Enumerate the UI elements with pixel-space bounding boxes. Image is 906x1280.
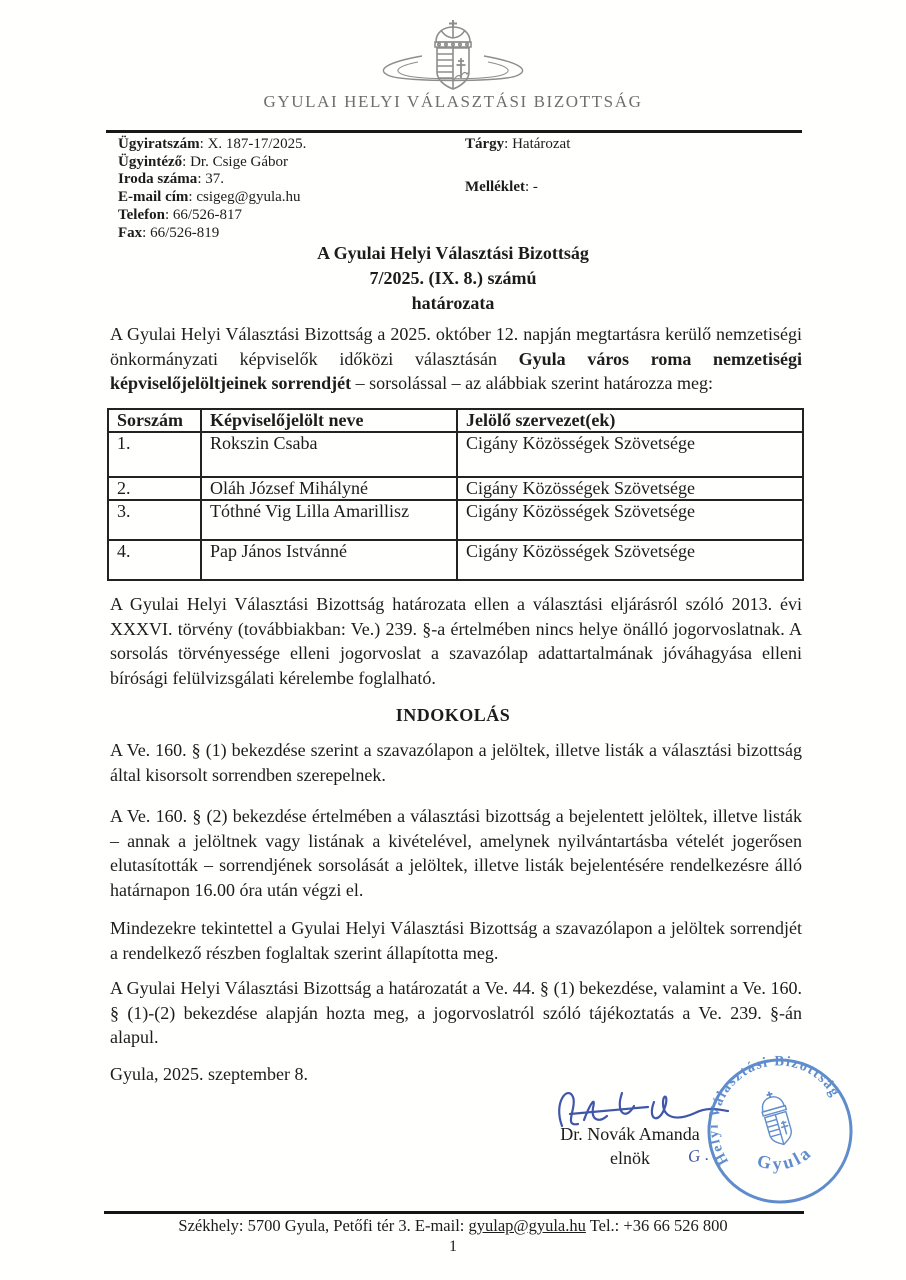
decision-title-line1: A Gyulai Helyi Választási Bizottság xyxy=(317,243,589,263)
footer-address-line: Székhely: 5700 Gyula, Petőfi tér 3. E-mail: gyulap@gyula.hu Tel.: +36 66 526 800 xyxy=(178,1216,728,1235)
paragraph-appeal-info: A Gyulai Helyi Választási Bizottság határozata ellen a választási eljárásról szóló 2013. évi XXXVI. törvény (továbbiakban: Ve.) 239. §-a értelmében nincs helye önálló jogorvoslatnak. A sorsolás törvényessége elleni jogorvoslat a szavazólap adattartalmának jóváhagyása elleni bírósági felülvizsgálati kérelembe foglalható. xyxy=(110,594,802,688)
paragraph-conclusion: Mindezekre tekintettel a Gyulai Helyi Választási Bizottság a szavazólapon a jelöltek sorrendjét a rendelkező részben foglaltak szerint állapította meg. xyxy=(110,918,802,963)
table-row: 3. Tóthné Vig Lilla Amarillisz Cigány Közösségek Szövetsége xyxy=(108,500,803,540)
header-divider xyxy=(106,130,802,133)
date-line: Gyula, 2025. szeptember 8. xyxy=(110,1064,308,1084)
stamp-ring-text: Helyi Választási Bizottság xyxy=(705,1053,844,1168)
svg-text:Gyula xyxy=(750,1136,818,1181)
table-header-row xyxy=(108,409,803,432)
round-official-stamp-icon xyxy=(696,1052,864,1210)
meta-phone: Telefon: 66/526-817 xyxy=(118,206,243,223)
paragraph-intro: A Gyulai Helyi Választási Bizottság a 2025. október 12. napján megtartásra kerülő nemzetiségi önkormányzati képviselők időközi választásán Gyula város roma nemzetiségi képviselőjelöltjeinek sorrendjét – sorsolással – az alábbiak szerint határozza meg: xyxy=(110,324,802,394)
page-number: 1 xyxy=(449,1238,457,1255)
meta-office-number: Iroda száma: 37. xyxy=(118,171,224,188)
col-header-number: Sorszám xyxy=(108,409,201,432)
meta-email: E-mail cím: csigeg@gyula.hu xyxy=(118,189,301,206)
decision-title-line3: határozata xyxy=(411,293,495,313)
handwritten-paraph: G . xyxy=(686,1144,710,1167)
signer-name: Dr. Novák Amanda xyxy=(560,1124,700,1144)
footer-email-link: gyulap@gyula.hu xyxy=(468,1216,586,1235)
stamp-bottom-text: Gyula xyxy=(755,1141,817,1174)
table-row: 4. Pap János Istvánné Cigány Közösségek Szövetsége xyxy=(108,540,803,580)
signer-title: elnök xyxy=(610,1148,650,1168)
org-name: GYULAI HELYI VÁLASZTÁSI BIZOTTSÁG xyxy=(263,92,643,111)
col-header-candidate: Képviselőjelölt neve xyxy=(201,409,457,432)
svg-text:Helyi Választási Bizottság xyxy=(696,1052,854,1169)
paragraph-ve160-2: A Ve. 160. § (2) bekezdése értelmében a választási bizottság a bejelentett jelöltek, illetve listák – annak a jelöltnek vagy listának a kivételével, amelynek nyilvántartásba vételét jogerősen elutasították – sorrendjének sorsolását a jelöltek, illetve listák bejelentésére rendelkezésre álló határnapon 16.00 óra után végzi el. xyxy=(110,806,802,900)
col-header-organization: Jelölő szervezet(ek) xyxy=(457,409,803,432)
decision-title xyxy=(0,241,906,316)
meta-clerk: Ügyintéző: Dr. Csige Gábor xyxy=(118,153,288,170)
case-meta-block xyxy=(118,136,306,242)
meta-attachment: Melléklet: - xyxy=(465,179,538,195)
candidate-order-table xyxy=(107,408,802,581)
meta-fax: Fax: 66/526-819 xyxy=(118,224,220,241)
table-row: 2. Oláh József Mihályné Cigány Közösségek Szövetsége xyxy=(108,477,803,500)
paragraph-legal-basis: A Gyulai Helyi Választási Bizottság a határozatát a Ve. 44. § (1) bekezdése, valamint a Ve. 160. § (1)-(2) bekezdése alapján hozta meg, a jogorvoslatról szóló tájékoztatás a Ve. 239. §-án alapul. xyxy=(110,978,802,1048)
table-row: 1. Rokszin Csaba Cigány Közösségek Szövetsége xyxy=(108,432,803,477)
decision-title-line2: 7/2025. (IX. 8.) számú xyxy=(369,268,537,288)
footer-divider xyxy=(104,1211,804,1214)
paragraph-ve160-1: A Ve. 160. § (1) bekezdése szerint a szavazólapon a jelöltek, illetve listák a választási bizottság által kisorsolt sorrendben szerepelnek. xyxy=(110,740,802,785)
meta-subject: Tárgy: Határozat xyxy=(465,136,571,152)
stamp-coat-of-arms xyxy=(757,1088,795,1147)
hungarian-coat-of-arms-icon xyxy=(368,18,538,94)
justification-heading: INDOKOLÁS xyxy=(395,705,511,725)
meta-case-number: Ügyiratszám: X. 187-17/2025. xyxy=(118,136,307,152)
